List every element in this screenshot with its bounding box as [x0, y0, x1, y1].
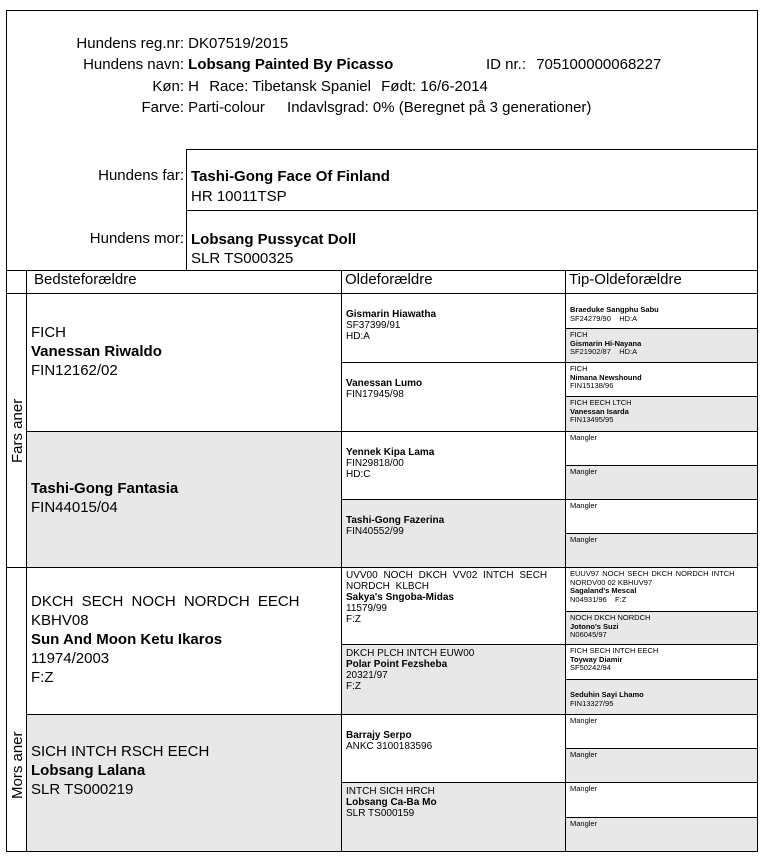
grandparent-title: SICH INTCH RSCH EECH	[31, 743, 210, 760]
greatgreat-reg: FIN13327/95	[570, 698, 614, 708]
greatgreat-cell	[565, 714, 758, 749]
greatgreat-cell	[565, 431, 758, 466]
greatgreat-cell	[565, 782, 758, 818]
grandparent-reg: FIN44015/04	[31, 499, 118, 516]
great-cell	[341, 714, 566, 783]
greatgreat-name: Seduhin Sayi Lhamo	[570, 690, 644, 699]
race-label: Race:	[209, 78, 249, 95]
grandparent-extra: F:Z	[31, 669, 54, 686]
inbreeding-text: Indavlsgrad: 0% (Beregnet på 3 generationer)	[287, 99, 592, 116]
grandparent-name: Vanessan Riwaldo	[31, 343, 162, 360]
great-reg: SLR TS000159	[346, 808, 415, 819]
great-cell	[341, 782, 566, 852]
great-extra: HD:A	[346, 331, 370, 342]
greatgreat-extra: HD:A	[619, 347, 638, 356]
greatgreat-cell	[565, 748, 758, 783]
great-extra: F:Z	[346, 681, 361, 692]
great-reg: ANKC 3100183596	[346, 741, 433, 752]
grandparent-reg: 11974/2003	[31, 650, 110, 667]
id-row	[486, 56, 661, 73]
greatgreat-reg: FIN13495/95	[570, 415, 614, 424]
name-value: Lobsang Painted By Picasso	[188, 56, 394, 73]
greatgreat-cell	[565, 679, 758, 715]
mother-side-label: Mors aner	[9, 731, 26, 799]
grandparent-title: DKCH SECH NOCH NORDCH EECH	[31, 593, 300, 610]
greatgreat-cell	[565, 533, 758, 568]
greatgreat-reg: N06045/97	[570, 630, 607, 639]
father-name: Tashi-Gong Face Of Finland	[191, 168, 390, 185]
greatgreat-name: Toyway Diamir	[570, 654, 623, 664]
father-box	[186, 149, 758, 210]
grandparent-cell	[26, 293, 342, 432]
greatgreat-missing: Mangler	[570, 716, 598, 725]
great-title2: NORDCH KLBCH	[346, 581, 430, 592]
greatgreat-missing: Mangler	[570, 467, 598, 476]
great-cell	[341, 293, 566, 363]
greatgreat-reg: N04931/96	[570, 594, 607, 604]
mother-name: Lobsang Pussycat Doll	[191, 231, 357, 248]
reg-row	[58, 35, 288, 52]
father-label: Hundens far:	[98, 167, 184, 184]
great-reg: 11579/99	[346, 603, 387, 614]
greatgreat-name: Braeduke Sangphu Sabu	[570, 305, 659, 314]
great-reg: SF37399/91	[346, 320, 401, 331]
grandparent-title2: KBHV08	[31, 612, 89, 629]
grandparent-name: Sun And Moon Ketu Ikaros	[31, 631, 223, 648]
greatgreat-missing: Mangler	[570, 750, 598, 759]
greatgreat-cell	[565, 293, 758, 329]
greatgreat-cell	[565, 567, 758, 612]
greatgreat-missing: Mangler	[570, 784, 598, 793]
great-name: Lobsang Ca-Ba Mo	[346, 797, 437, 808]
greatgreat-cell	[565, 499, 758, 534]
grandparent-reg: FIN12162/02	[31, 362, 118, 379]
grandparent-reg: SLR TS000219	[31, 781, 134, 798]
father-reg: HR 10011TSP	[191, 188, 287, 205]
greatgreat-title: FICH	[570, 330, 588, 339]
great-name: Tashi-Gong Fazerina	[346, 515, 445, 526]
header-grandparents: Bedsteforældre	[34, 271, 137, 288]
great-extra: F:Z	[346, 614, 361, 625]
sex-label: Køn:	[152, 78, 184, 95]
color-label: Farve:	[141, 99, 184, 116]
greatgreat-reg: SF50242/94	[570, 663, 611, 672]
great-title: DKCH PLCH INTCH EUW00	[346, 648, 475, 659]
father-side-label: Fars aner	[9, 398, 26, 463]
mother-box	[186, 210, 758, 271]
greatgreat-title: FICH EECH LTCH	[570, 398, 632, 407]
mother-label: Hundens mor:	[89, 230, 184, 247]
greatgreat-cell	[565, 465, 758, 500]
grandparent-name: Lobsang Lalana	[31, 762, 146, 779]
greatgreat-title: FICH	[570, 364, 588, 373]
sex-row	[58, 78, 488, 95]
great-name: Gismarin Hiawatha	[346, 309, 437, 320]
great-reg: FIN29818/00	[346, 458, 404, 469]
id-value: 705100000068227	[536, 56, 662, 73]
great-name: Barrajy Serpo	[346, 730, 412, 741]
great-extra: HD:C	[346, 469, 371, 480]
great-reg: FIN40552/99	[346, 526, 404, 537]
greatgreat-name: Sagaland's Mescal	[570, 586, 637, 595]
great-name: Polar Point Fezsheba	[346, 659, 448, 670]
greatgreat-reg: SF21902/87	[570, 347, 611, 356]
greatgreat-title2: NORDV00 02 KBHUV97	[570, 577, 653, 587]
greatgreat-title: FICH SECH INTCH EECH	[570, 646, 659, 655]
great-name: Sakya's Sngoba-Midas	[346, 592, 454, 603]
color-row	[58, 99, 591, 116]
greatgreat-missing: Mangler	[570, 819, 598, 828]
greatgreat-missing: Mangler	[570, 501, 598, 510]
greatgreat-cell	[565, 817, 758, 852]
great-cell	[341, 499, 566, 568]
great-cell	[341, 431, 566, 500]
greatgreat-name: Vanessan Isarda	[570, 406, 629, 416]
grandparent-name: Tashi-Gong Fantasia	[31, 480, 179, 497]
great-title: UVV00 NOCH DKCH VV02 INTCH SECH	[346, 570, 548, 581]
greatgreat-missing: Mangler	[570, 433, 598, 442]
great-reg: 20321/97	[346, 670, 388, 681]
born-value: 16/6-2014	[420, 78, 488, 95]
great-reg: FIN17945/98	[346, 389, 404, 400]
greatgreat-name: Gismarin Hi-Nayana	[570, 338, 642, 348]
great-name: Yennek Kipa Lama	[346, 447, 435, 458]
greatgreat-cell	[565, 396, 758, 432]
mother-side-cell	[6, 567, 27, 852]
grandparent-cell	[26, 567, 342, 715]
great-cell	[341, 644, 566, 715]
header-greatgreat: Tip-Oldeforældre	[569, 271, 682, 288]
grandparent-cell	[26, 431, 342, 568]
reg-label: Hundens reg.nr:	[76, 35, 184, 52]
reg-value: DK07519/2015	[188, 35, 289, 52]
mother-reg: SLR TS000325	[191, 250, 294, 267]
greatgreat-title: EUUV97 NOCH SECH DKCH NORDCH INTCH	[570, 569, 735, 578]
greatgreat-missing: Mangler	[570, 535, 598, 544]
color-value: Parti-colour	[188, 99, 265, 116]
great-cell	[341, 567, 566, 645]
great-name: Vanessan Lumo	[346, 378, 423, 389]
name-row	[58, 56, 393, 73]
born-label: Født:	[381, 78, 417, 95]
race-value: Tibetansk Spaniel	[252, 78, 371, 95]
greatgreat-reg: FIN15138/96	[570, 381, 614, 390]
greatgreat-cell	[565, 611, 758, 645]
grandparent-title: FICH	[31, 324, 66, 341]
greatgreat-name: Jotono's Suzi	[570, 621, 619, 631]
greatgreat-reg: SF24279/90	[570, 313, 611, 323]
name-label: Hundens navn:	[83, 56, 184, 73]
grandparent-cell	[26, 714, 342, 852]
great-cell	[341, 362, 566, 432]
sex-value: H	[188, 78, 200, 95]
greatgreat-extra: F:Z	[615, 594, 627, 604]
greatgreat-cell	[565, 644, 758, 680]
greatgreat-cell	[565, 328, 758, 363]
greatgreat-extra: HD:A	[619, 313, 638, 323]
greatgreat-cell	[565, 362, 758, 397]
greatgreat-title: NOCH DKCH NORDCH	[570, 613, 651, 622]
great-title: INTCH SICH HRCH	[346, 786, 435, 797]
greatgreat-name: Nimana Newshound	[570, 372, 642, 382]
header-great: Oldeforældre	[345, 271, 433, 288]
id-label: ID nr.:	[486, 56, 527, 73]
